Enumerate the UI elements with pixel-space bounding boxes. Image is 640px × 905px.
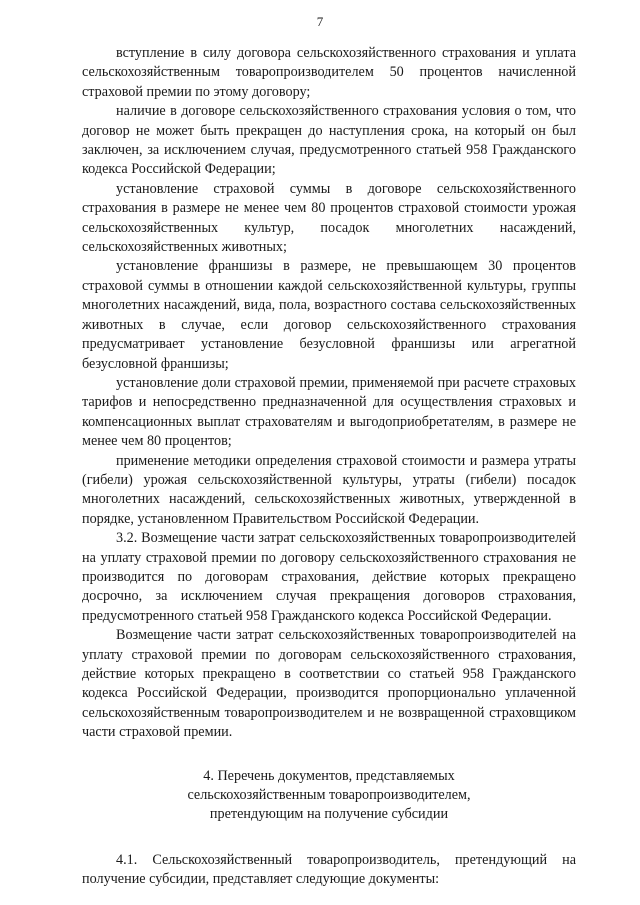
paragraph: установление франшизы в размере, не превышающем 30 процентов страховой суммы в отношении каждой сельскохозяйственной культуры, группы многолетних насаждений, вида, пола, возрастного состава сельскохозяйственных животных в случае, если договор сельскохозяйственного страхования предусматривает установление безусловной франшизы или агрегатной безусловной франшизы;	[82, 258, 576, 372]
document-body	[82, 44, 576, 890]
paragraph: установление страховой суммы в договоре сельскохозяйственного страхования в размере не менее чем 80 процентов страховой стоимости урожая сельскохозяйственных культур, посадок многолетних насаждений, сельскохозяйственных животных;	[82, 180, 576, 256]
paragraph: установление доли страховой премии, применяемой при расчете страховых тарифов и непосредственно предназначенной для осуществления страховых и компенсационных выплат страхователям и выгодоприобретателям, в размере не менее чем 80 процентов;	[82, 374, 576, 450]
paragraph: 4.1. Сельскохозяйственный товаропроизводитель, претендующий на получение субсидии, представляет следующие документы:	[82, 851, 576, 888]
section-heading	[82, 767, 576, 825]
paragraph: вступление в силу договора сельскохозяйственного страхования и уплата сельскохозяйственным товаропроизводителем 50 процентов начисленной страховой премии по этому договору;	[82, 45, 576, 100]
paragraph: Возмещение части затрат сельскохозяйственных товаропроизводителей на уплату страховой премии по договорам сельскохозяйственного страхования, действие которых прекращено в соответствии со статьей 958 Гражданского кодекса Российской Федерации, производится пропорционально уплаченной сельскохозяйственным товаропроизводителем и не возвращенной страховщиком части страховой премии.	[82, 627, 576, 741]
section-heading-line: претендующим на получение субсидии	[209, 806, 449, 823]
paragraph: наличие в договоре сельскохозяйственного страхования условия о том, что договор не может быть прекращен до наступления срока, на который он был заключен, за исключением случая, предусмотренного статьей 958 Гражданского кодекса Российской Федерации;	[82, 103, 576, 178]
page-number: 7	[316, 14, 324, 29]
section-heading-line: 4. Перечень документов, представляемых	[203, 767, 455, 784]
paragraph: применение методики определения страховой стоимости и размера утраты (гибели) урожая сельскохозяйственной культуры, утраты (гибели) посадок многолетних насаждений, сельскохозяйственных животных, утвержденной в порядке, установленном Правительством Российской Федерации.	[82, 452, 576, 527]
section-heading-line: сельскохозяйственным товаропроизводителем,	[187, 787, 471, 804]
paragraph: 3.2. Возмещение части затрат сельскохозяйственных товаропроизводителей на уплату страховой премии по договору сельскохозяйственного страхования не производится по договорам страхования, действие которых прекращено досрочно, за исключением случая прекращения договоров страхования, предусмотренного статьей 958 Гражданского кодекса Российской Федерации.	[82, 530, 576, 624]
